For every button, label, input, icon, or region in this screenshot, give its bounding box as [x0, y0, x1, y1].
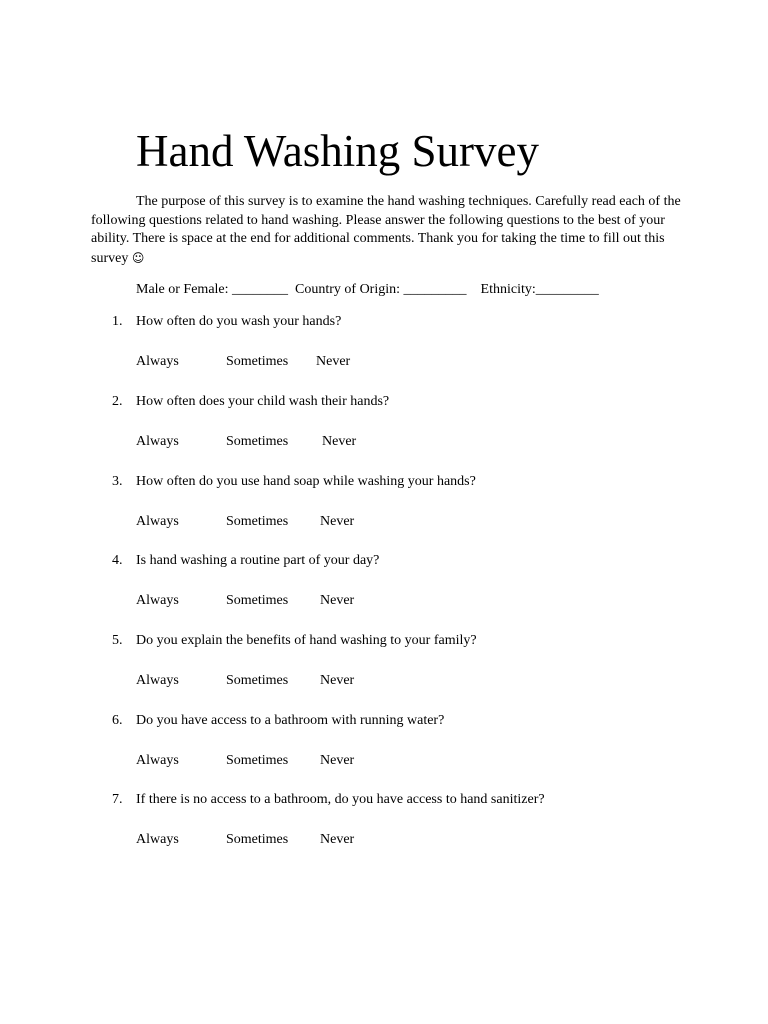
answer-options — [0, 433, 768, 451]
answer-options — [0, 513, 768, 531]
intro-line: following questions related to hand washing. Please answer the following questions to the best of your — [91, 212, 665, 228]
intro-line: ability. There is space at the end for additional comments. Thank you for taking the time to fill out this — [91, 231, 665, 246]
answer-options — [0, 672, 768, 690]
intro-paragraph — [91, 193, 691, 268]
intro-line-last — [91, 249, 691, 269]
question-number: 4. — [112, 553, 123, 568]
question-number: 3. — [112, 474, 123, 489]
question-text: Do you explain the benefits of hand washing to your family? — [136, 633, 477, 648]
intro-line-text: survey — [91, 250, 129, 266]
question-text: How often do you wash your hands? — [136, 314, 342, 329]
option-sometimes[interactable]: Sometimes — [226, 832, 289, 847]
demographics-fields[interactable]: Male or Female: ________ Country of Origin: _________ Ethnicity:_________ — [136, 282, 599, 297]
option-sometimes[interactable]: Sometimes — [226, 753, 289, 768]
question-number: 1. — [112, 314, 123, 329]
option-sometimes[interactable]: Sometimes — [226, 434, 289, 449]
answer-options — [0, 831, 768, 849]
question-number: 2. — [112, 394, 123, 409]
question-text: If there is no access to a bathroom, do you have access to hand sanitizer? — [136, 792, 545, 807]
option-always[interactable]: Always — [136, 593, 179, 608]
option-never[interactable]: Never — [320, 514, 355, 529]
option-never[interactable]: Never — [320, 832, 355, 847]
option-always[interactable]: Always — [136, 673, 179, 688]
option-always[interactable]: Always — [136, 753, 179, 768]
smiley-icon: ☺ — [131, 250, 145, 265]
question-text: Do you have access to a bathroom with running water? — [136, 713, 445, 728]
option-sometimes[interactable]: Sometimes — [226, 593, 289, 608]
option-always[interactable]: Always — [136, 434, 179, 449]
option-sometimes[interactable]: Sometimes — [226, 354, 289, 369]
option-never[interactable]: Never — [320, 753, 355, 768]
option-always[interactable]: Always — [136, 514, 179, 529]
question-number: 6. — [112, 713, 123, 728]
option-never[interactable]: Never — [320, 673, 355, 688]
option-sometimes[interactable]: Sometimes — [226, 514, 289, 529]
question-number: 7. — [112, 792, 123, 807]
question-text: How often do you use hand soap while washing your hands? — [136, 474, 476, 489]
page-title: Hand Washing Survey — [136, 126, 540, 176]
option-always[interactable]: Always — [136, 832, 179, 847]
option-always[interactable]: Always — [136, 354, 179, 369]
option-sometimes[interactable]: Sometimes — [226, 673, 289, 688]
answer-options — [0, 592, 768, 610]
answer-options — [0, 752, 768, 770]
intro-line: The purpose of this survey is to examine the hand washing techniques. Carefully read each of the — [136, 194, 681, 209]
question-number: 5. — [112, 633, 123, 648]
option-never[interactable]: Never — [316, 354, 351, 369]
question-text: Is hand washing a routine part of your day? — [136, 553, 380, 568]
option-never[interactable]: Never — [322, 434, 357, 449]
option-never[interactable]: Never — [320, 593, 355, 608]
question-text: How often does your child wash their hands? — [136, 394, 390, 409]
answer-options — [0, 353, 768, 371]
